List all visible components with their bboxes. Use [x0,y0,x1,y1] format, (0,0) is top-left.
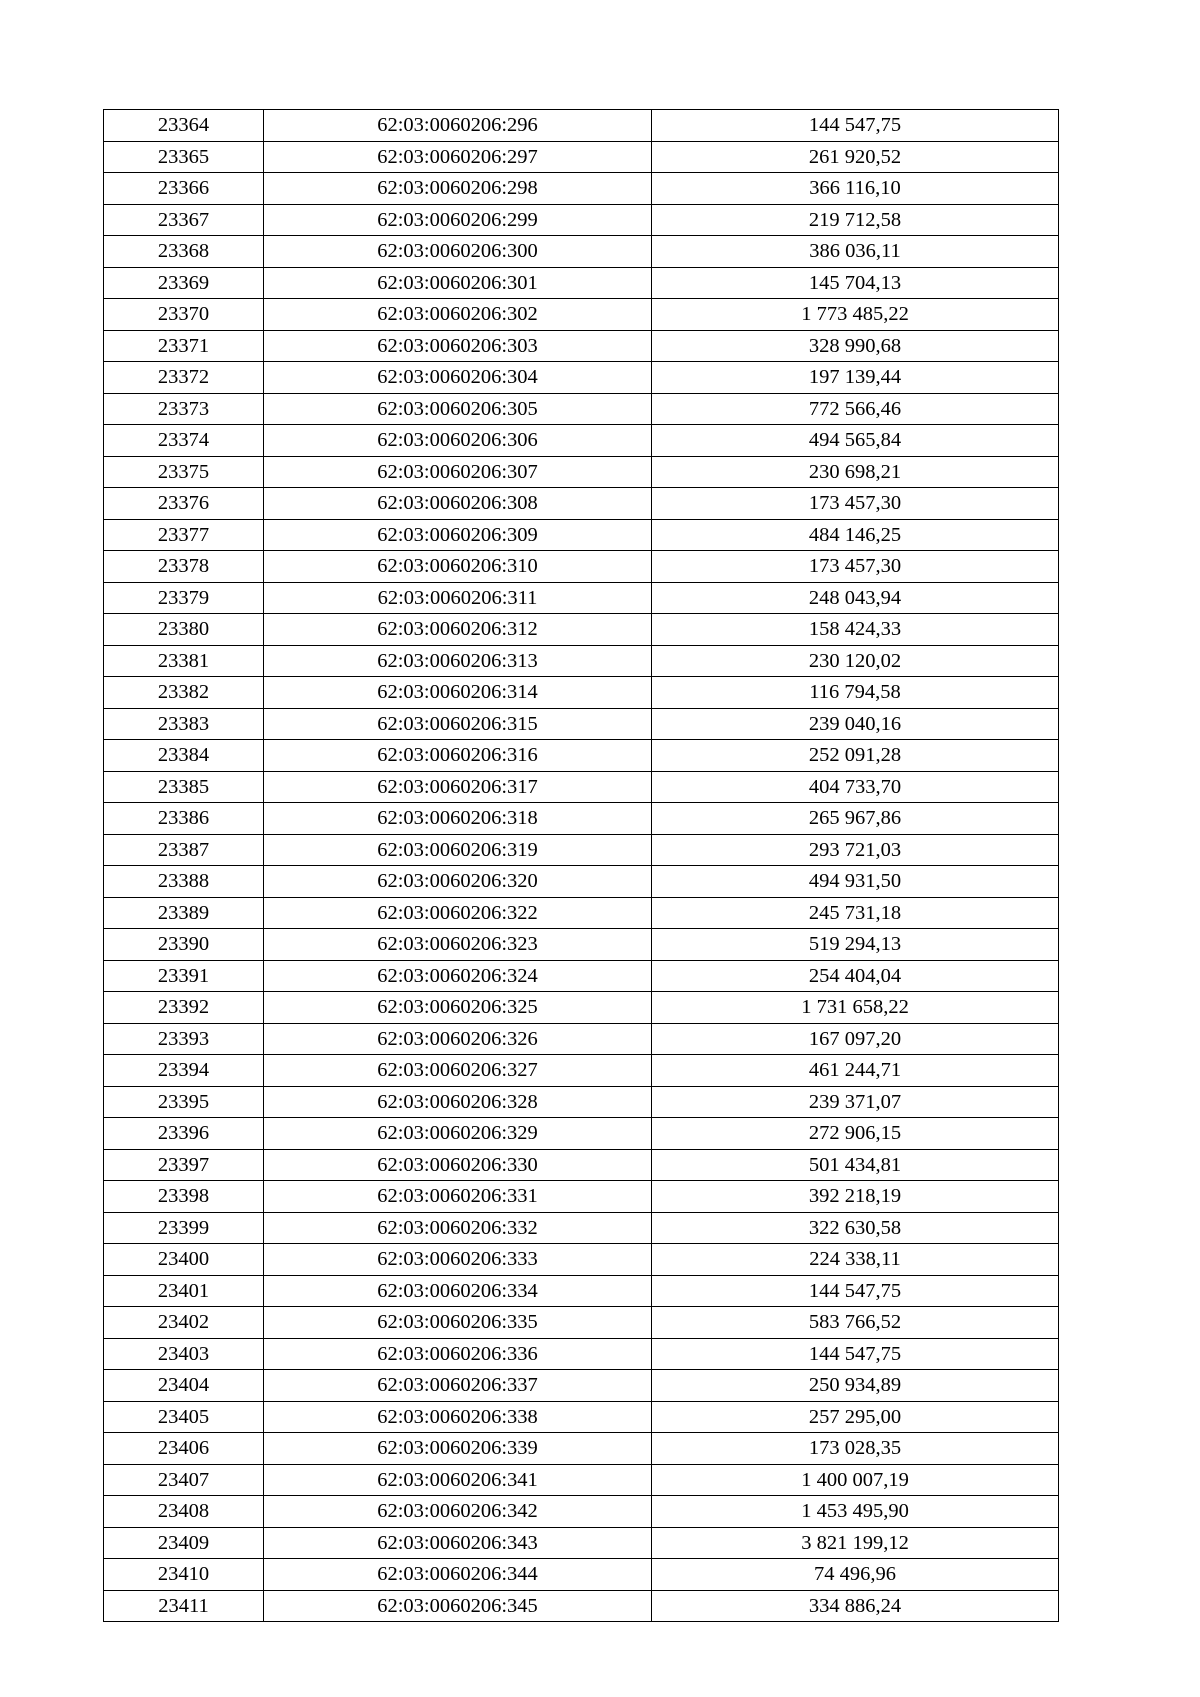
cadastral-number-cell: 62:03:0060206:303 [264,330,652,362]
table-row [104,960,1059,992]
cadastral-number-cell: 62:03:0060206:311 [264,582,652,614]
row-number-cell: 23390 [104,929,264,961]
row-number-cell: 23378 [104,551,264,583]
table-row [104,582,1059,614]
row-number-cell: 23382 [104,677,264,709]
cadastral-number-cell: 62:03:0060206:331 [264,1181,652,1213]
table-row [104,519,1059,551]
table-row [104,362,1059,394]
cadastral-number-cell: 62:03:0060206:335 [264,1307,652,1339]
cadastral-value-cell: 254 404,04 [652,960,1059,992]
table-row [104,1527,1059,1559]
cadastral-value-cell: 144 547,75 [652,1275,1059,1307]
cadastral-value-cell: 158 424,33 [652,614,1059,646]
cadastral-value-cell: 230 120,02 [652,645,1059,677]
row-number-cell: 23385 [104,771,264,803]
table-row [104,866,1059,898]
cadastral-value-cell: 322 630,58 [652,1212,1059,1244]
table-row [104,1401,1059,1433]
row-number-cell: 23396 [104,1118,264,1150]
cadastral-number-cell: 62:03:0060206:323 [264,929,652,961]
cadastral-number-cell: 62:03:0060206:341 [264,1464,652,1496]
row-number-cell: 23383 [104,708,264,740]
table-row [104,992,1059,1024]
table-row [104,740,1059,772]
table-row [104,1023,1059,1055]
cadastral-number-cell: 62:03:0060206:317 [264,771,652,803]
cadastral-number-cell: 62:03:0060206:299 [264,204,652,236]
table-body [104,110,1059,1622]
row-number-cell: 23410 [104,1559,264,1591]
cadastral-number-cell: 62:03:0060206:330 [264,1149,652,1181]
row-number-cell: 23411 [104,1590,264,1622]
cadastral-value-cell: 224 338,11 [652,1244,1059,1276]
row-number-cell: 23399 [104,1212,264,1244]
cadastral-value-cell: 173 457,30 [652,551,1059,583]
cadastral-value-cell: 173 028,35 [652,1433,1059,1465]
row-number-cell: 23372 [104,362,264,394]
cadastral-number-cell: 62:03:0060206:327 [264,1055,652,1087]
row-number-cell: 23405 [104,1401,264,1433]
cadastral-value-cell: 144 547,75 [652,1338,1059,1370]
row-number-cell: 23375 [104,456,264,488]
table-row [104,708,1059,740]
cadastral-number-cell: 62:03:0060206:336 [264,1338,652,1370]
cadastral-number-cell: 62:03:0060206:339 [264,1433,652,1465]
table-row [104,645,1059,677]
cadastral-number-cell: 62:03:0060206:305 [264,393,652,425]
cadastral-value-cell: 1 773 485,22 [652,299,1059,331]
table-row [104,771,1059,803]
table-row [104,1307,1059,1339]
row-number-cell: 23366 [104,173,264,205]
cadastral-value-cell: 245 731,18 [652,897,1059,929]
table-row [104,1212,1059,1244]
cadastral-number-cell: 62:03:0060206:300 [264,236,652,268]
table-row [104,1496,1059,1528]
table-row [104,330,1059,362]
row-number-cell: 23407 [104,1464,264,1496]
table-row [104,1055,1059,1087]
cadastral-number-cell: 62:03:0060206:342 [264,1496,652,1528]
row-number-cell: 23400 [104,1244,264,1276]
table-row [104,1149,1059,1181]
cadastral-number-cell: 62:03:0060206:320 [264,866,652,898]
row-number-cell: 23376 [104,488,264,520]
cadastral-value-cell: 252 091,28 [652,740,1059,772]
row-number-cell: 23394 [104,1055,264,1087]
row-number-cell: 23367 [104,204,264,236]
row-number-cell: 23368 [104,236,264,268]
table-row [104,456,1059,488]
cadastral-number-cell: 62:03:0060206:302 [264,299,652,331]
cadastral-number-cell: 62:03:0060206:328 [264,1086,652,1118]
cadastral-value-cell: 772 566,46 [652,393,1059,425]
cadastral-number-cell: 62:03:0060206:309 [264,519,652,551]
row-number-cell: 23379 [104,582,264,614]
row-number-cell: 23384 [104,740,264,772]
cadastral-number-cell: 62:03:0060206:343 [264,1527,652,1559]
cadastral-value-cell: 265 967,86 [652,803,1059,835]
row-number-cell: 23408 [104,1496,264,1528]
row-number-cell: 23395 [104,1086,264,1118]
cadastral-number-cell: 62:03:0060206:329 [264,1118,652,1150]
table-row [104,1181,1059,1213]
table-row [104,1559,1059,1591]
table-row [104,236,1059,268]
row-number-cell: 23371 [104,330,264,362]
row-number-cell: 23373 [104,393,264,425]
cadastral-number-cell: 62:03:0060206:345 [264,1590,652,1622]
cadastral-value-cell: 239 040,16 [652,708,1059,740]
cadastral-value-cell: 501 434,81 [652,1149,1059,1181]
row-number-cell: 23365 [104,141,264,173]
cadastral-value-cell: 461 244,71 [652,1055,1059,1087]
cadastral-value-cell: 583 766,52 [652,1307,1059,1339]
row-number-cell: 23404 [104,1370,264,1402]
row-number-cell: 23386 [104,803,264,835]
cadastral-number-cell: 62:03:0060206:326 [264,1023,652,1055]
row-number-cell: 23406 [104,1433,264,1465]
cadastral-number-cell: 62:03:0060206:297 [264,141,652,173]
table-row [104,1275,1059,1307]
cadastral-value-cell: 230 698,21 [652,456,1059,488]
table-row [104,677,1059,709]
cadastral-value-cell: 261 920,52 [652,141,1059,173]
cadastral-value-cell: 494 931,50 [652,866,1059,898]
table-row [104,1244,1059,1276]
cadastral-value-table [103,109,1059,1622]
row-number-cell: 23381 [104,645,264,677]
cadastral-number-cell: 62:03:0060206:308 [264,488,652,520]
table-row [104,173,1059,205]
table-row [104,551,1059,583]
cadastral-value-cell: 167 097,20 [652,1023,1059,1055]
table-row [104,141,1059,173]
cadastral-number-cell: 62:03:0060206:306 [264,425,652,457]
row-number-cell: 23380 [104,614,264,646]
cadastral-number-cell: 62:03:0060206:313 [264,645,652,677]
row-number-cell: 23391 [104,960,264,992]
row-number-cell: 23370 [104,299,264,331]
cadastral-number-cell: 62:03:0060206:319 [264,834,652,866]
cadastral-number-cell: 62:03:0060206:298 [264,173,652,205]
cadastral-number-cell: 62:03:0060206:337 [264,1370,652,1402]
row-number-cell: 23374 [104,425,264,457]
table-row [104,834,1059,866]
row-number-cell: 23401 [104,1275,264,1307]
table-row [104,204,1059,236]
cadastral-value-cell: 272 906,15 [652,1118,1059,1150]
row-number-cell: 23403 [104,1338,264,1370]
table-row [104,1118,1059,1150]
cadastral-number-cell: 62:03:0060206:316 [264,740,652,772]
cadastral-value-cell: 1 453 495,90 [652,1496,1059,1528]
row-number-cell: 23392 [104,992,264,1024]
cadastral-value-cell: 3 821 199,12 [652,1527,1059,1559]
table-row [104,267,1059,299]
cadastral-number-cell: 62:03:0060206:301 [264,267,652,299]
row-number-cell: 23377 [104,519,264,551]
row-number-cell: 23393 [104,1023,264,1055]
table-row [104,614,1059,646]
cadastral-value-cell: 248 043,94 [652,582,1059,614]
table-row [104,425,1059,457]
table-row [104,393,1059,425]
cadastral-value-cell: 144 547,75 [652,110,1059,142]
row-number-cell: 23387 [104,834,264,866]
cadastral-number-cell: 62:03:0060206:315 [264,708,652,740]
cadastral-number-cell: 62:03:0060206:322 [264,897,652,929]
table-row [104,1464,1059,1496]
cadastral-number-cell: 62:03:0060206:310 [264,551,652,583]
table-row [104,1433,1059,1465]
cadastral-value-cell: 197 139,44 [652,362,1059,394]
cadastral-value-cell: 494 565,84 [652,425,1059,457]
row-number-cell: 23398 [104,1181,264,1213]
cadastral-number-cell: 62:03:0060206:318 [264,803,652,835]
table-row [104,110,1059,142]
cadastral-number-cell: 62:03:0060206:307 [264,456,652,488]
cadastral-value-cell: 366 116,10 [652,173,1059,205]
table-row [104,1590,1059,1622]
cadastral-value-cell: 484 146,25 [652,519,1059,551]
cadastral-value-cell: 386 036,11 [652,236,1059,268]
cadastral-number-cell: 62:03:0060206:325 [264,992,652,1024]
cadastral-number-cell: 62:03:0060206:314 [264,677,652,709]
row-number-cell: 23409 [104,1527,264,1559]
cadastral-number-cell: 62:03:0060206:344 [264,1559,652,1591]
cadastral-value-cell: 250 934,89 [652,1370,1059,1402]
table-row [104,488,1059,520]
cadastral-value-cell: 328 990,68 [652,330,1059,362]
table-row [104,299,1059,331]
table-row [104,897,1059,929]
row-number-cell: 23369 [104,267,264,299]
cadastral-value-cell: 334 886,24 [652,1590,1059,1622]
row-number-cell: 23364 [104,110,264,142]
cadastral-number-cell: 62:03:0060206:334 [264,1275,652,1307]
cadastral-number-cell: 62:03:0060206:338 [264,1401,652,1433]
cadastral-value-cell: 519 294,13 [652,929,1059,961]
cadastral-value-cell: 404 733,70 [652,771,1059,803]
table-row [104,1370,1059,1402]
cadastral-value-cell: 392 218,19 [652,1181,1059,1213]
cadastral-value-cell: 1 731 658,22 [652,992,1059,1024]
cadastral-number-cell: 62:03:0060206:304 [264,362,652,394]
row-number-cell: 23402 [104,1307,264,1339]
cadastral-value-cell: 173 457,30 [652,488,1059,520]
cadastral-number-cell: 62:03:0060206:312 [264,614,652,646]
row-number-cell: 23389 [104,897,264,929]
table-row [104,1086,1059,1118]
cadastral-number-cell: 62:03:0060206:333 [264,1244,652,1276]
row-number-cell: 23397 [104,1149,264,1181]
table-row [104,803,1059,835]
cadastral-value-cell: 116 794,58 [652,677,1059,709]
cadastral-number-cell: 62:03:0060206:296 [264,110,652,142]
cadastral-value-cell: 219 712,58 [652,204,1059,236]
cadastral-value-cell: 293 721,03 [652,834,1059,866]
cadastral-number-cell: 62:03:0060206:332 [264,1212,652,1244]
table-row [104,1338,1059,1370]
cadastral-value-cell: 74 496,96 [652,1559,1059,1591]
cadastral-value-cell: 145 704,13 [652,267,1059,299]
cadastral-value-cell: 1 400 007,19 [652,1464,1059,1496]
cadastral-value-cell: 257 295,00 [652,1401,1059,1433]
table-row [104,929,1059,961]
row-number-cell: 23388 [104,866,264,898]
cadastral-number-cell: 62:03:0060206:324 [264,960,652,992]
cadastral-value-cell: 239 371,07 [652,1086,1059,1118]
